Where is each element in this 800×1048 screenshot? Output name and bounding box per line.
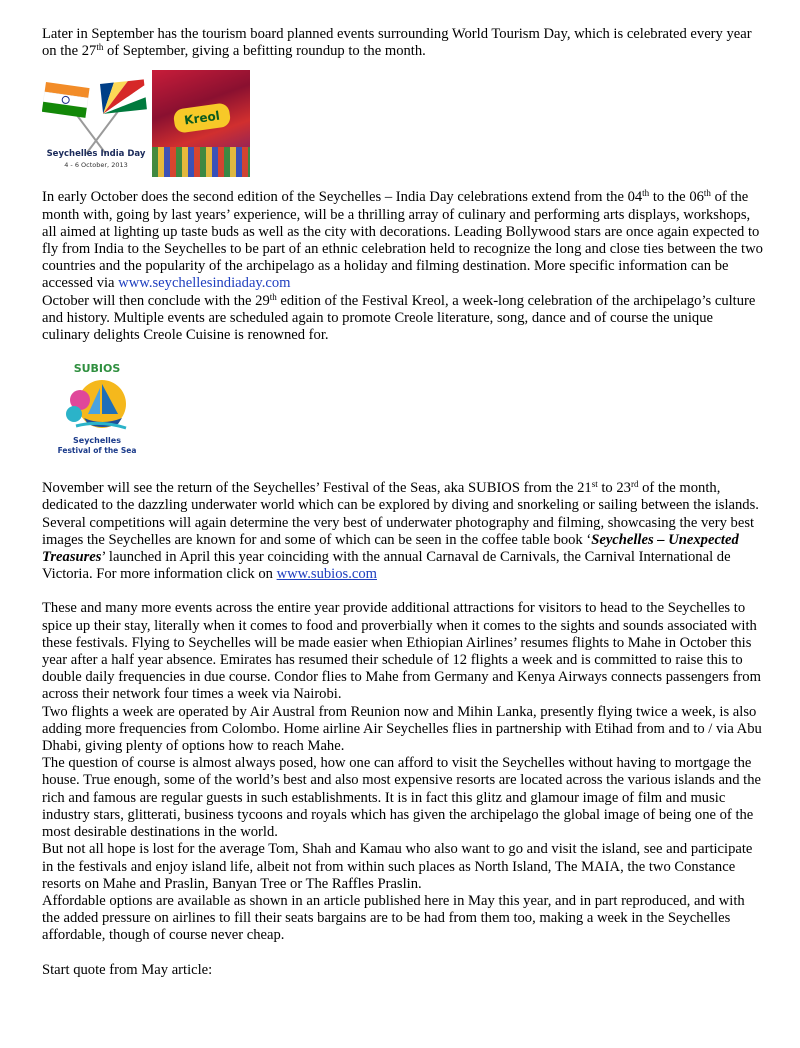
subios-logo-title: SUBIOS xyxy=(73,362,121,376)
subios-logo-graphic xyxy=(56,360,138,458)
paragraph-spacer xyxy=(42,945,764,962)
india-day-website-link[interactable]: www.seychellesindiaday.com xyxy=(118,275,291,292)
paragraph-india-day: In early October does the second edition of the Seychelles – India Day celebrations extend from the 04th to the 06th of the month with, going by last years’ experience, will be a thrilling array of culinary and performing arts displays, workshops, all aimed at lighting up taste buds as well as the city with decorations. Leading Bollywood stars are once again expected to fly from India to the Seychelles to be part of an ethnic celebration held to recognize the long and close ties between the two countries and the popularity of the archipelago as a holiday and filming destination. More specific information can be accessed via www.seychellesindiaday.com xyxy=(42,188,763,292)
paragraph-spacer xyxy=(42,583,764,600)
paragraph-average-traveller: But not all hope is lost for the average Tom, Shah and Kamau who also want to go and visit the island, see and participate in the festivals and enjoy island life, albeit not from within such places as North Island, The MAIA, the two Constance resorts on Mahe and Praslin, Banyan Tree or The Raffles Praslin. xyxy=(42,841,753,892)
paragraph-start-quote: Start quote from May article: xyxy=(42,961,213,978)
crossed-flags-icon xyxy=(42,70,150,177)
seychelles-india-day-logo xyxy=(42,70,150,177)
paragraph-subios: November will see the return of the Seychelles’ Festival of the Seas, aka SUBIOS from the 21st to 23rd of the month, dedicated to the dazzling underwater world which can be explored by diving and snorkeling or sailing between the islands. Several competitions will again determine the very best of underwater photography and filming, showcasing the very best images the Seychelles are known for and some of which can be seen in the coffee table book ‘Seychelles – Unexpected Treasures’ launched in April this year coinciding with the annual Carnaval de Carnivals, the Carnival International de Victoria. For more information click on www.subios.com xyxy=(42,479,759,583)
subios-logo-subtitle-1: Seychelles xyxy=(73,436,121,446)
paragraph-affordable-options: Affordable options are available as shown in an article published here in May this year, and in part reproduced, and with the added pressure on airlines to fill their seats bargains are to be had from them too, making a week in the Seychelles affordable, though of course never cheap. xyxy=(42,892,745,944)
paragraph-flights-intro: These and many more events across the entire year provide additional attractions for visitors to head to the Seychelles to spice up their stay, literally when it comes to food and proverbially when it comes to the sights and sounds associated with these festivals. Flying to Seychelles will be made easier when Ethiopian Airlines’ resumes flights to Mahe in October this year after a half year absence. Emirates has resumed their schedule of 12 flights a week and is committed to raise this to double daily frequencies in due course. Condor flies to Mahe from Germany and Kenya Airways connects passengers from across their network four times a week via Nairobi. xyxy=(42,600,761,703)
poster-decoration xyxy=(152,147,250,177)
paragraph-festival-kreol: October will then conclude with the 29th edition of the Festival Kreol, a week-long celebration of the archipelago’s culture and history. Multiple events are scheduled again to promote Creole literature, song, dance and of course the unique culinary delights Creole Cuisine is renowned for. xyxy=(42,291,756,344)
subios-logo-subtitle-2: Festival of the Sea xyxy=(57,446,137,456)
document-page xyxy=(42,26,764,979)
paragraph-affordability-question: The question of course is almost always posed, how one can afford to visit the Seychelles without having to mortgage the house. True enough, some of the world’s best and also most expensive resorts are located across the various islands and the rich and famous are regular guests in such establishments. It is in fact this glitz and glamour image of film and music industry stars, glitterati, business tycoons and royals which has given the archipelago the global image of being one of the most desirable destinations in the world. xyxy=(42,755,761,841)
kreol-poster-label: Kreol xyxy=(173,103,232,135)
festival-kreol-poster xyxy=(152,70,250,177)
paragraph-world-tourism-day: Later in September has the tourism board planned events surrounding World Tourism Day, which is celebrated every year on the 27th of September, giving a befitting roundup to the month. xyxy=(42,26,752,60)
subios-logo xyxy=(56,360,138,458)
india-day-caption-dates: 4 - 6 October, 2013 xyxy=(64,161,128,170)
paragraph-flights-more: Two flights a week are operated by Air Austral from Reunion now and Mihin Lanka, presently flying twice a week, is also adding more frequencies from Colombo. Home airline Air Seychelles flies in partnership with Etihad from and to / via Abu Dhabi, giving plenty of options how to reach Mahe. xyxy=(42,703,762,755)
india-day-caption-title: Seychelles India Day xyxy=(46,149,146,160)
book-title: Seychelles – Unexpected Treasures xyxy=(42,531,739,566)
subios-website-link[interactable]: www.subios.com xyxy=(276,566,377,583)
india-day-image-row xyxy=(42,70,764,177)
